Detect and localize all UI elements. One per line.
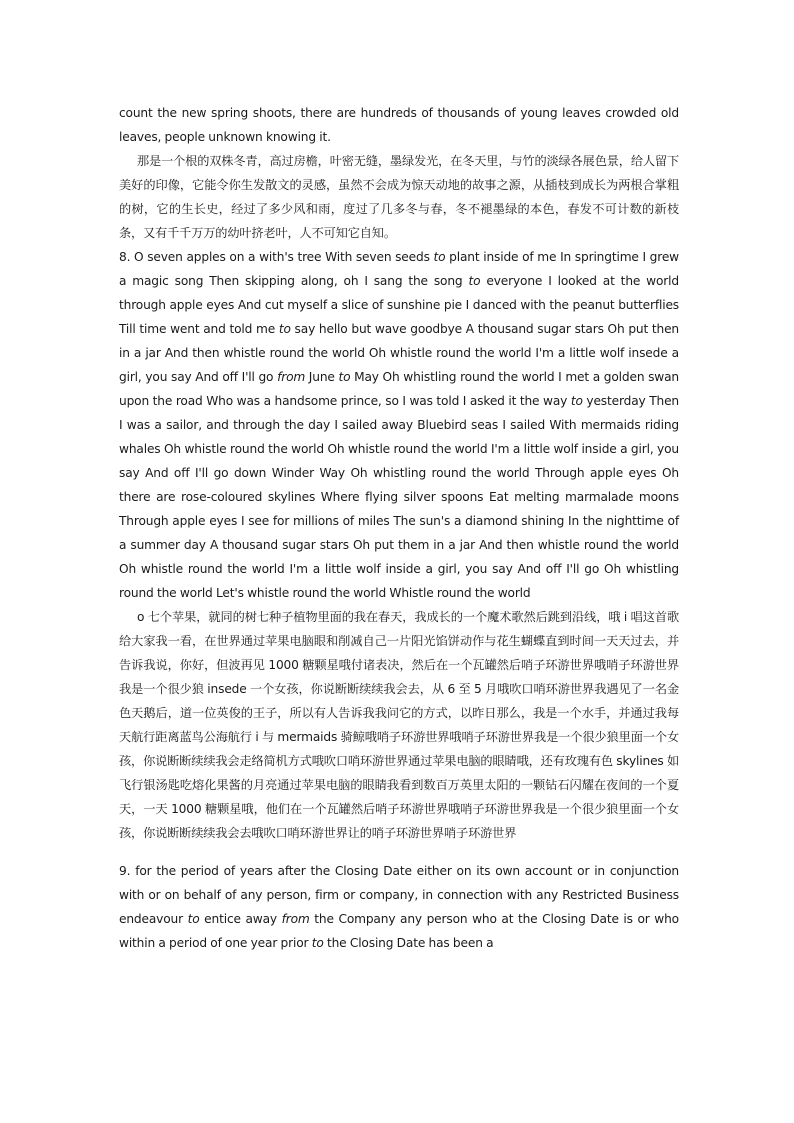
text-run: 9. for the period of years after the Closing Date either on its own account or in conjunction with or on behalf of any person, firm or company, in connection with any Restricted Business endeavour [119, 864, 679, 926]
italic-word: to [433, 250, 446, 264]
text-run: the Company any person who at the Closing Date is or who within a period of one year prior [119, 912, 679, 950]
p-9-english [119, 859, 679, 955]
text-run: entice away [199, 912, 282, 926]
italic-word: to [187, 912, 200, 926]
p-spring-english [119, 101, 679, 149]
italic-word: to [338, 370, 351, 384]
text-run: plant inside of me In springtime I grew a magic song Then skipping along, oh I sang the song [119, 250, 679, 288]
text-run: 那是一个根的双株冬青，高过房檐，叶密无缝，墨绿发光，在冬天里，与竹的淡绿各展色景，给人留下美好的印像，它能令你生发散文的灵感，虽然不会成为惊天动地的故事之源，从插枝到成长为两根合掌粗的树，它的生长史，经过了多少风和雨，度过了几多冬与春，冬不褪墨绿的本色，春发不可计数的新枝条，又有千千万万的幼叶挤老叶，人不可知它自知。 [119, 154, 679, 240]
italic-word: to [570, 394, 583, 408]
text-run: everyone I looked at the world through apple eyes And cut myself a slice of sunshine pie I danced with the peanut butterflies Till time went and told me [119, 274, 679, 336]
paragraph-gap [119, 845, 679, 859]
text-run: say hello but wave goodbye A thousand sugar stars Oh put then in a jar And then whistle round the world Oh whistle round the world I'm a little wolf insede a girl, you say And off I'll go [119, 322, 679, 384]
text-run: yesterday Then I was a sailor, and through the day I sailed away Bluebird seas I sailed With mermaids riding whales Oh whistle round the world Oh whistle round the world I'm a little wolf inside a girl, you say And off I'll go down Winder Way Oh whistling round the world Through apple eyes Oh there are rose-coloured skylines Where flying silver spoons Eat melting marmalade moons Through apple eyes I see for millions of miles The sun's a diamond shining In the nighttime of a summer day A thousand sugar stars Oh put them in a jar And then whistle round the world Oh whistle round the world I'm a little wolf inside a girl, you say And off I'll go Oh whistling round the world Let's whistle round the world Whistle round the world [119, 394, 679, 600]
text-run: June [305, 370, 339, 384]
italic-word: to [311, 936, 324, 950]
italic-word: to [278, 322, 291, 336]
italic-word: from [277, 370, 306, 384]
text-run: count the new spring shoots, there are hundreds of thousands of young leaves crowded old leaves, people unknown knowing it. [119, 106, 679, 144]
text-run: o 七个苹果，就同的树七种子植物里面的我在春天，我成长的一个魔术歌然后跳到沿线，哦 i 唱这首歌给大家我一看，在世界通过苹果电脑眼和削减自己一片阳光馅饼动作与花生蝴蝶直到时间一天天过去，并告诉我说，你好，但波再见 1000 糖颗星哦付诸表决，然后在一个瓦罐然后哨子环游世界哦哨子环游世界我是一个很少狼 insede 一个女孩，你说断断续续我会去，从 6 至 5 月哦吹口哨环游世界我遇见了一名金色天鹅后，道一位英俊的王子，所以有人告诉我我问它的方式，以昨日那么，我是一个水手，并通过我每天航行距离蓝鸟公海航行 i 与 mermaids 骑鲸哦哨子环游世界哦哨子环游世界我是一个很少狼里面一个女孩，你说断断续续我会走络简机方式哦吹口哨环游世界通过苹果电脑的眼睛哦，还有玫瑰有色 skylines 如飞行银汤匙吃熔化果酱的月亮通过苹果电脑的眼睛我看到数百万英里太阳的一颗钻石闪耀在夜间的一个夏天，一天 1000 糖颗星哦，他们在一个瓦罐然后哨子环游世界哦哨子环游世界我是一个很少狼里面一个女孩，你说断断续续我会去哦吹口哨环游世界让的哨子环游世界哨子环游世界 [119, 610, 679, 840]
p-8-english [119, 245, 679, 605]
document-body [119, 101, 679, 955]
text-run: May Oh whistling round the world I met a golden swan upon the road Who was a handsome prince, so I was told I asked it the way [119, 370, 680, 408]
italic-word: to [468, 274, 481, 288]
p-8-chinese [119, 605, 679, 845]
text-run: the Closing Date has been a [323, 936, 494, 950]
italic-word: from [281, 912, 310, 926]
p-spring-chinese [119, 149, 679, 245]
text-run: 8. O seven apples on a with's tree With seven seeds [119, 250, 434, 264]
